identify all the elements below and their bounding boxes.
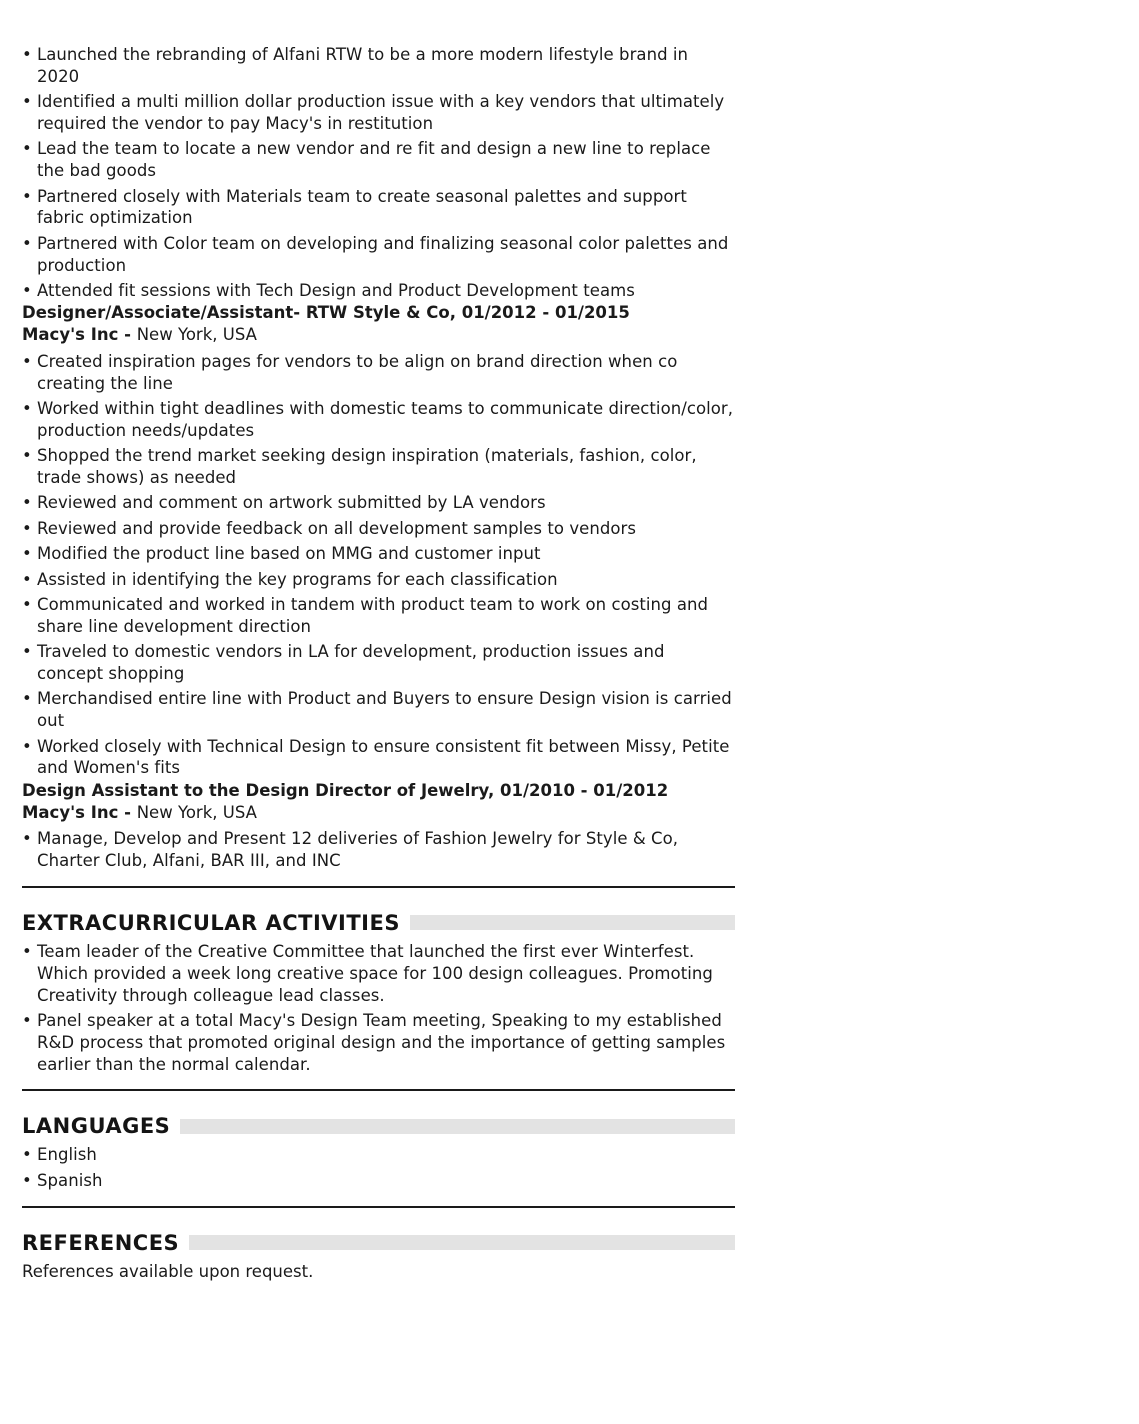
list-item: • English [22,1144,735,1166]
languages-section-header [22,1113,735,1139]
list-item: • Manage, Develop and Present 12 deliveries of Fashion Jewelry for Style & Co, Charter Club, Alfani, BAR III, and INC [22,828,735,872]
list-item: • Communicated and worked in tandem with product team to work on costing and share line development direction [22,594,735,638]
list-item: • Panel speaker at a total Macy's Design Team meeting, Speaking to my established R&D process that promoted original design and the importance of getting samples earlier than the normal calendar. [22,1010,735,1075]
extracurricular-bullet-list [22,941,735,1075]
heading-bar [410,915,735,930]
section-divider [22,1089,735,1091]
list-item: • Attended fit sessions with Tech Design and Product Development teams [22,280,735,302]
list-item: • Launched the rebranding of Alfani RTW to be a more modern lifestyle brand in 2020 [22,44,735,88]
resume-content [22,44,735,1282]
languages-heading: LANGUAGES [22,1114,171,1139]
list-item: • Modified the product line based on MMG and customer input [22,543,735,565]
job3-company: Macy's Inc - [22,802,137,822]
job3-company-line [22,802,735,824]
languages-list [22,1144,735,1191]
list-item: • Spanish [22,1170,735,1192]
list-item: • Shopped the trend market seeking design inspiration (materials, fashion, color, trade shows) as needed [22,445,735,489]
extracurricular-heading: EXTRACURRICULAR ACTIVITIES [22,910,400,935]
list-item: • Created inspiration pages for vendors to be align on brand direction when co creating the line [22,351,735,395]
job2-location: New York, USA [136,325,257,345]
job3-title: Design Assistant to the Design Director of Jewelry [22,780,489,800]
job3-bullet-list [22,828,735,872]
heading-bar [189,1235,735,1250]
list-item: • Reviewed and provide feedback on all development samples to vendors [22,518,735,540]
section-divider [22,1206,735,1208]
section-divider [22,886,735,888]
job2-dates: , 01/2012 - 01/2015 [449,303,630,323]
references-section-header [22,1230,735,1256]
list-item: • Worked closely with Technical Design to ensure consistent fit between Missy, Petite and Women's fits [22,736,735,780]
job3-dates: , 01/2010 - 01/2012 [488,780,669,800]
list-item: • Identified a multi million dollar production issue with a key vendors that ultimately required the vendor to pay Macy's in restitution [22,91,735,135]
job3-location: New York, USA [136,802,257,822]
job2-bullet-list [22,351,735,779]
list-item: • Assisted in identifying the key programs for each classification [22,569,735,591]
job2-company: Macy's Inc - [22,325,137,345]
list-item: • Reviewed and comment on artwork submitted by LA vendors [22,492,735,514]
list-item: • Team leader of the Creative Committee that launched the first ever Winterfest. Which provided a week long creative space for 100 design colleagues. Promoting Creativity through colleague lead classes. [22,941,735,1006]
list-item: • Partnered with Color team on developing and finalizing seasonal color palettes and production [22,233,735,277]
job2-title: Designer/Associate/Assistant- RTW Style & Co [22,303,450,323]
extracurricular-section-header [22,910,735,936]
list-item: • Merchandised entire line with Product and Buyers to ensure Design vision is carried out [22,688,735,732]
references-heading: REFERENCES [22,1230,180,1255]
list-item: • Lead the team to locate a new vendor and re fit and design a new line to replace the bad goods [22,138,735,182]
job3-title-line [22,780,735,802]
job2-company-line [22,324,735,346]
heading-bar [180,1119,735,1134]
references-text: References available upon request. [22,1261,314,1281]
list-item: • Traveled to domestic vendors in LA for development, production issues and concept shopping [22,641,735,685]
list-item: • Partnered closely with Materials team to create seasonal palettes and support fabric optimization [22,186,735,230]
job2-title-line [22,302,735,324]
job1-bullet-list [22,44,735,302]
list-item: • Worked within tight deadlines with domestic teams to communicate direction/color, production needs/updates [22,398,735,442]
